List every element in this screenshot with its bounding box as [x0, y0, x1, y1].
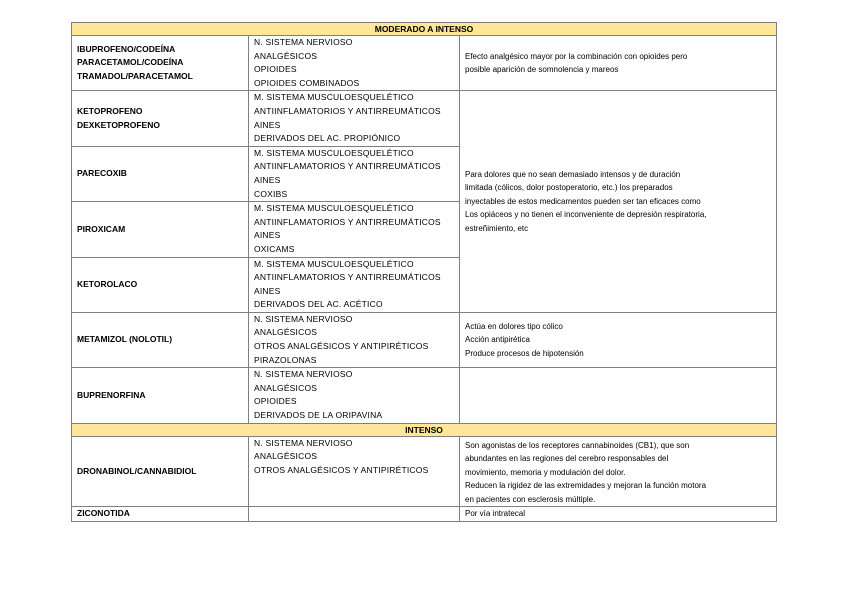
category-line: M. SISTEMA MUSCULOESQUELÉTICO [254, 92, 414, 103]
category-line: COXIBS [254, 188, 288, 199]
drug-name: IBUPROFENO/CODEÍNA [77, 43, 176, 54]
category-line: OPIOIDES [254, 396, 297, 407]
category-cell [249, 436, 460, 507]
category-line: DERIVADOS DEL AC. PROPIÓNICO [254, 133, 401, 144]
section-header-intense: INTENSO [72, 423, 777, 436]
drug-name: DRONABINOL/CANNABIDIOL [77, 465, 197, 476]
drug-name-cell [72, 257, 249, 312]
category-line: OXICAMS [254, 243, 295, 254]
note-line: Para dolores que no sean demasiado intensos y de duración [465, 169, 681, 179]
drug-name-cell [72, 146, 249, 201]
table-row [72, 91, 777, 146]
drug-name-cell [72, 436, 249, 507]
category-cell [249, 312, 460, 367]
drug-table [71, 22, 777, 522]
category-line: ANALGÉSICOS [254, 451, 318, 462]
category-line: ANTIINFLAMATORIOS Y ANTIRREUMÁTICOS [254, 161, 441, 172]
category-line: N. SISTEMA NERVIOSO [254, 437, 353, 448]
drug-name: KETOROLACO [77, 278, 138, 289]
category-cell [249, 91, 460, 146]
note-cell [460, 36, 777, 91]
category-line: ANALGÉSICOS [254, 382, 318, 393]
category-line: PIRAZOLONAS [254, 354, 317, 365]
category-line: OPIOIDES [254, 64, 297, 75]
note-line: Los opiáceos y no tienen el inconveniente de depresión respiratoria, [465, 210, 707, 220]
note-line: en pacientes con esclerosis múltiple. [465, 494, 596, 504]
category-line: OPIOIDES COMBINADOS [254, 77, 360, 88]
drug-name-cell [72, 91, 249, 146]
note-line: Reducen la rigidez de las extremidades y mejoran la función motora [465, 481, 707, 491]
table-row [72, 436, 777, 507]
category-line: AINES [254, 119, 281, 130]
section-header-moderate: MODERADO A INTENSO [72, 23, 777, 36]
note-line: Efecto analgésico mayor por la combinación con opioides pero [465, 51, 688, 61]
note-cell-empty [460, 368, 777, 423]
drug-name: TRAMADOL/PARACETAMOL [77, 70, 193, 81]
drug-name: ZICONOTIDA [77, 508, 130, 519]
drug-name: PARACETAMOL/CODEÍNA [77, 57, 184, 68]
note-line: posible aparición de somnolencia y mareos [465, 65, 619, 75]
note-cell [460, 312, 777, 367]
note-line: movimiento, memoria y modulación del dolor. [465, 467, 626, 477]
category-line: M. SISTEMA MUSCULOESQUELÉTICO [254, 147, 414, 158]
category-cell [249, 368, 460, 423]
category-line: OTROS ANALGÉSICOS Y ANTIPIRÉTICOS [254, 464, 429, 475]
drug-name-cell [72, 368, 249, 423]
category-cell [249, 202, 460, 257]
category-cell [249, 146, 460, 201]
drug-name: DEXKETOPROFENO [77, 119, 160, 130]
category-cell [249, 257, 460, 312]
table-row [72, 36, 777, 91]
note-line: estreñimiento, etc [465, 223, 529, 233]
note-line: Produce procesos de hipotensión [465, 348, 584, 358]
drug-name: KETOPROFENO [77, 105, 143, 116]
note-line: Son agonistas de los receptores cannabinoides (CB1), que son [465, 440, 690, 450]
category-line: ANTIINFLAMATORIOS Y ANTIRREUMÁTICOS [254, 216, 441, 227]
drug-name: PIROXICAM [77, 223, 126, 234]
category-line: DERIVADOS DEL AC. ACÉTICO [254, 299, 383, 310]
category-line: AINES [254, 230, 281, 241]
table-row [72, 507, 777, 522]
drug-name: PARECOXIB [77, 168, 127, 179]
drug-name: METAMIZOL (NOLOTIL) [77, 334, 173, 345]
drug-name-cell [72, 507, 249, 522]
note-cell [460, 436, 777, 507]
category-line: N. SISTEMA NERVIOSO [254, 37, 353, 47]
category-line: M. SISTEMA MUSCULOESQUELÉTICO [254, 203, 414, 214]
table-row [72, 368, 777, 423]
category-line: M. SISTEMA MUSCULOESQUELÉTICO [254, 258, 414, 269]
category-line: N. SISTEMA NERVIOSO [254, 313, 353, 324]
category-cell [249, 36, 460, 91]
table-row [72, 312, 777, 367]
note-line: limitada (cólicos, dolor postoperatorio, etc.) los preparados [465, 183, 673, 193]
category-line: N. SISTEMA NERVIOSO [254, 369, 353, 380]
category-line: ANTIINFLAMATORIOS Y ANTIRREUMÁTICOS [254, 272, 441, 283]
drug-name-cell [72, 312, 249, 367]
note-cell [460, 507, 777, 522]
category-line: AINES [254, 174, 281, 185]
category-line: DERIVADOS DE LA ORIPAVINA [254, 410, 383, 421]
note-line: inyectables de estos medicamentos pueden ser tan eficaces como [465, 196, 701, 206]
category-line: ANTIINFLAMATORIOS Y ANTIRREUMÁTICOS [254, 105, 441, 116]
section-header-row [72, 23, 777, 36]
category-cell-empty [249, 507, 460, 522]
drug-name-cell [72, 202, 249, 257]
drug-name: BUPRENORFINA [77, 389, 146, 400]
category-line: ANALGÉSICOS [254, 327, 318, 338]
shared-note-cell [460, 91, 777, 313]
category-line: OTROS ANALGÉSICOS Y ANTIPIRÉTICOS [254, 341, 429, 352]
category-line: ANALGÉSICOS [254, 50, 318, 61]
note-line: Por vía intratecal [465, 509, 526, 519]
note-line: Acción antipirética [465, 335, 530, 345]
note-line: Actúa en dolores tipo cólico [465, 321, 563, 331]
drug-name-cell [72, 36, 249, 91]
section-header-row [72, 423, 777, 436]
category-line: AINES [254, 285, 281, 296]
note-line: abundantes en las regiones del cerebro responsables del [465, 454, 669, 464]
